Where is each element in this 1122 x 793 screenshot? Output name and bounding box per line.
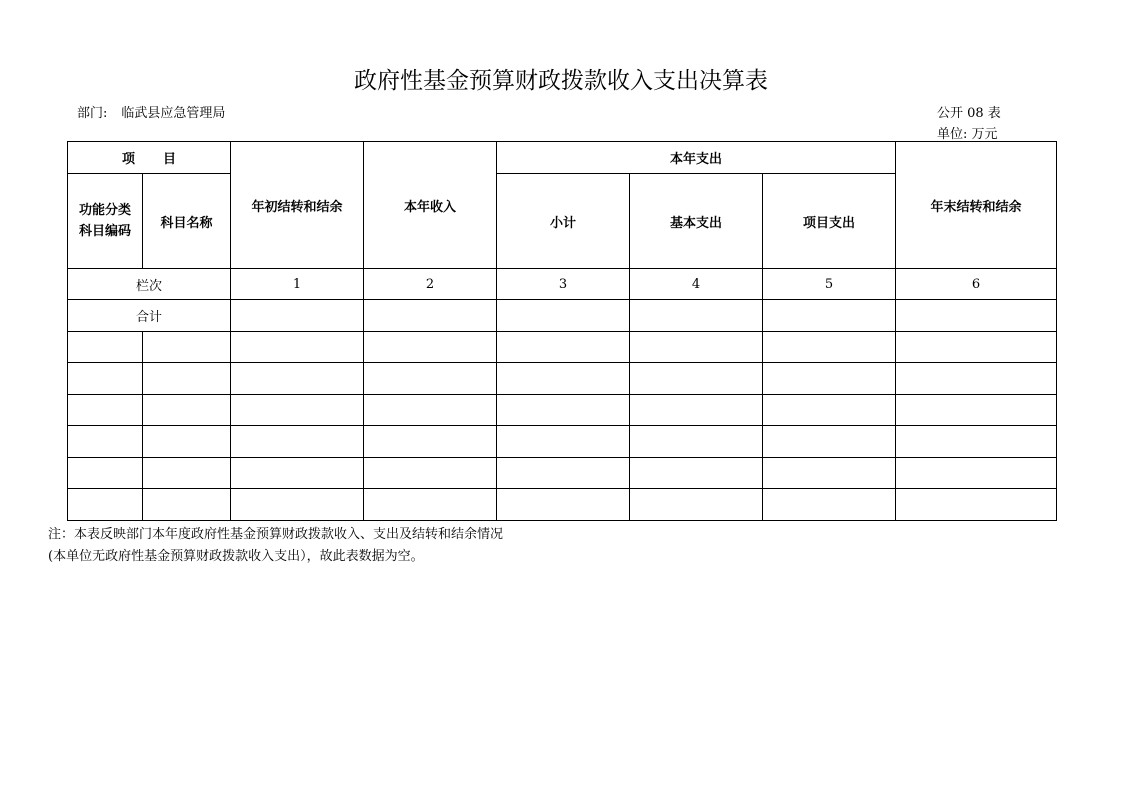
table-cell [630, 332, 763, 363]
note-line-2: (本单位无政府性基金预算财政拨款收入支出），故此表数据为空。 [48, 549, 424, 564]
item-header: 项 目 [68, 142, 231, 174]
table-cell [231, 363, 364, 395]
total-label: 合计 [68, 300, 231, 332]
page-title: 政府性基金预算财政拨款收入支出决算表 [354, 68, 768, 94]
budget-table [67, 141, 1057, 521]
table-row [68, 458, 1057, 489]
table-cell [364, 395, 497, 426]
table-cell [896, 395, 1057, 426]
table-cell [896, 300, 1057, 332]
column-number: 6 [896, 269, 1057, 300]
table-cell [231, 458, 364, 489]
table-cell [630, 363, 763, 395]
func-code-header: 功能分类 科目编码 [68, 174, 143, 269]
table-cell [68, 426, 143, 458]
note-line-1: 注：本表反映部门本年度政府性基金预算财政拨款收入、支出及结转和结余情况 [48, 527, 504, 542]
column-number: 3 [497, 269, 630, 300]
table-number: 公开 08 表 [937, 106, 1001, 121]
table-row [68, 332, 1057, 363]
table-cell [143, 363, 231, 395]
current-expense-header: 本年支出 [497, 142, 896, 174]
closing-balance-header: 年末结转和结余 [896, 142, 1057, 269]
table-cell [896, 332, 1057, 363]
table-cell [630, 426, 763, 458]
header-row-1 [68, 142, 1057, 174]
table-cell [630, 300, 763, 332]
table-cell [143, 332, 231, 363]
total-row [68, 300, 1057, 332]
subtotal-header: 小计 [497, 174, 630, 269]
column-number: 5 [763, 269, 896, 300]
table-cell [231, 426, 364, 458]
column-number-row [68, 269, 1057, 300]
table-cell [497, 332, 630, 363]
table-cell [497, 300, 630, 332]
table-cell [896, 458, 1057, 489]
table-cell [896, 489, 1057, 521]
table-cell [143, 458, 231, 489]
table-cell [763, 489, 896, 521]
table-cell [68, 489, 143, 521]
table-cell [68, 458, 143, 489]
table-cell [896, 363, 1057, 395]
table-row [68, 363, 1057, 395]
table-row [68, 426, 1057, 458]
table-row [68, 489, 1057, 521]
department-label: 部门: [77, 106, 108, 121]
project-expense-header: 项目支出 [763, 174, 896, 269]
table-cell [68, 363, 143, 395]
table-cell [231, 332, 364, 363]
table-cell [497, 426, 630, 458]
unit-label: 单位: 万元 [937, 127, 998, 142]
table-cell [231, 300, 364, 332]
table-cell [630, 489, 763, 521]
table-cell [763, 395, 896, 426]
table-cell [630, 458, 763, 489]
table-cell [763, 332, 896, 363]
table-cell [364, 458, 497, 489]
table-cell [763, 458, 896, 489]
column-number: 1 [231, 269, 364, 300]
department-value: 临武县应急管理局 [121, 106, 226, 121]
basic-expense-header: 基本支出 [630, 174, 763, 269]
table-row [68, 395, 1057, 426]
table-cell [630, 395, 763, 426]
table-cell [763, 300, 896, 332]
column-number: 4 [630, 269, 763, 300]
table-cell [364, 300, 497, 332]
table-cell [763, 363, 896, 395]
column-number: 2 [364, 269, 497, 300]
table-cell [143, 489, 231, 521]
table-cell [231, 489, 364, 521]
table-cell [68, 332, 143, 363]
table-cell [896, 426, 1057, 458]
table-cell [497, 489, 630, 521]
table-cell [364, 426, 497, 458]
column-number-label: 栏次 [68, 269, 231, 300]
table-cell [497, 363, 630, 395]
table-cell [497, 395, 630, 426]
opening-balance-header: 年初结转和结余 [231, 142, 364, 269]
table-cell [364, 363, 497, 395]
table-cell [497, 458, 630, 489]
current-income-header: 本年收入 [364, 142, 497, 269]
department-line [77, 102, 225, 121]
subject-name-header: 科目名称 [143, 174, 231, 269]
table-cell [763, 426, 896, 458]
table-cell [231, 395, 364, 426]
table-cell [364, 489, 497, 521]
table-cell [364, 332, 497, 363]
table-cell [68, 395, 143, 426]
table-cell [143, 426, 231, 458]
table-cell [143, 395, 231, 426]
